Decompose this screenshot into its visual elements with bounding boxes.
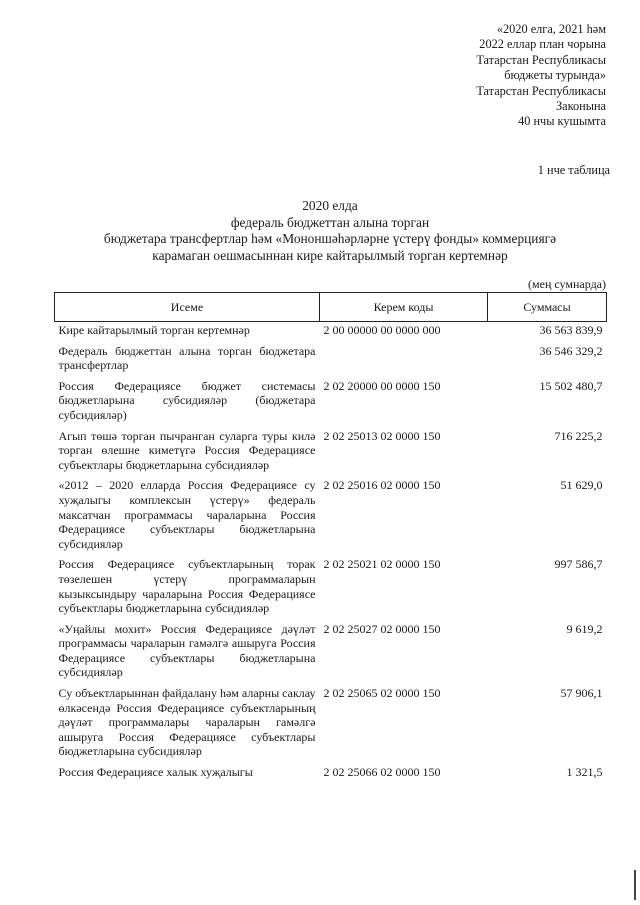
row-name: Су объектларыннан файдалану һәм аларны саклау өлкәсендә Россия Федерациясе субъектларының дәүләт программалары чараларын гамәлгә ашыруга Россия Федерациясе субъектлары бюджетларына субсидияләр xyxy=(58,686,316,759)
row-name: Агып төшә торган пычранган суларга туры килә торган өлешне киметүгә Россия Федерациясе субъектлары бюджетларына субсидияләр xyxy=(58,428,316,472)
appendix-line: Татарстан Республикасы xyxy=(476,52,606,67)
table-row xyxy=(55,621,607,685)
table-row xyxy=(55,764,607,782)
units-note: (мең сумнарда) xyxy=(528,277,606,291)
row-code: 2 00 00000 00 0000 000 xyxy=(323,323,441,337)
appendix-line: бюджеты турында» xyxy=(504,68,606,83)
row-code xyxy=(320,343,488,378)
row-sum: 51 629,0 xyxy=(560,478,603,493)
row-code: 2 02 25016 02 0000 150 xyxy=(323,478,441,493)
row-code: 2 02 25027 02 0000 150 xyxy=(323,621,441,636)
row-name: Россия Федерациясе бюджет системасы бюджетларына субсидияләр (бюджетара субсидияләр) xyxy=(58,378,316,422)
row-sum: 15 502 480,7 xyxy=(539,378,603,393)
appendix-line: Татарстан Республикасы xyxy=(476,83,606,98)
row-name: Россия Федерациясе субъектларының торак төзелешен үстерү программаларын кызыксындыру чараларына Россия Федерациясе субъектлары бюджетларына субсидияләр xyxy=(58,557,316,616)
table-row xyxy=(55,556,607,620)
row-code: 2 02 25066 02 0000 150 xyxy=(323,765,441,780)
column-header-sum: Суммасы xyxy=(488,293,607,322)
row-code: 2 02 20000 00 0000 150 xyxy=(323,378,441,393)
table-row xyxy=(55,685,607,764)
appendix-line: 2022 еллар план чорына xyxy=(479,37,606,52)
row-sum: 997 586,7 xyxy=(554,557,603,572)
table-header-row xyxy=(55,293,607,322)
table-number: 1 нче таблица xyxy=(537,163,610,177)
row-name: «Уңайлы мохит» Россия Федерациясе дәүләт программасы чараларын гамәлгә ашыруга Россия Федерациясе субъектлары бюджетларына субсидияләр xyxy=(58,621,316,680)
row-sum: 716 225,2 xyxy=(554,428,603,443)
appendix-line: Законына xyxy=(556,99,606,114)
table-row xyxy=(55,378,607,428)
row-code: 2 02 25021 02 0000 150 xyxy=(323,557,441,572)
row-code: 2 02 25013 02 0000 150 xyxy=(323,428,441,443)
appendix-line: 40 нчы кушымта xyxy=(518,114,606,129)
row-sum: 9 619,2 xyxy=(566,621,603,636)
revenue-table xyxy=(54,292,607,782)
title-line: карамаган оешмасыннан кире кайтарылмый торган кертемнәр xyxy=(152,247,508,263)
row-name: «2012 – 2020 елларда Россия Федерациясе су хуҗалыгы комплексын үстерү» федераль максатчан программасы чараларына Россия Федерациясе субъектлары бюджетларына субсидияләр xyxy=(58,478,316,551)
row-name: Россия Федерациясе халык хуҗалыгы xyxy=(58,765,253,780)
row-sum: 57 906,1 xyxy=(560,686,603,701)
title-line: 2020 елда xyxy=(302,198,358,213)
title-line: бюджетара трансфертлар һәм «Мононшәһәрләрне үстерү фонды» коммерциягә xyxy=(103,231,557,246)
row-sum: 36 563 839,9 xyxy=(539,323,603,337)
scan-edge-mark xyxy=(634,870,636,900)
row-name: Федераль бюджеттан алына торган бюджетара трансфертлар xyxy=(58,343,316,373)
appendix-line: «2020 елга, 2021 һәм xyxy=(496,22,606,36)
title-line: федераль бюджеттан алына торган xyxy=(230,214,430,230)
document-title xyxy=(60,198,600,264)
row-name: Кире кайтарылмый торган кертемнәр xyxy=(58,323,250,337)
row-code: 2 02 25065 02 0000 150 xyxy=(323,686,441,701)
table-row xyxy=(55,343,607,378)
column-header-name: Исеме xyxy=(55,293,320,322)
table-row xyxy=(55,428,607,478)
row-sum: 1 321,5 xyxy=(566,765,603,780)
table-row xyxy=(55,322,607,343)
row-sum: 36 546 329,2 xyxy=(539,343,603,358)
table-row xyxy=(55,477,607,556)
column-header-code: Керем коды xyxy=(320,293,488,322)
appendix-reference xyxy=(386,22,606,130)
